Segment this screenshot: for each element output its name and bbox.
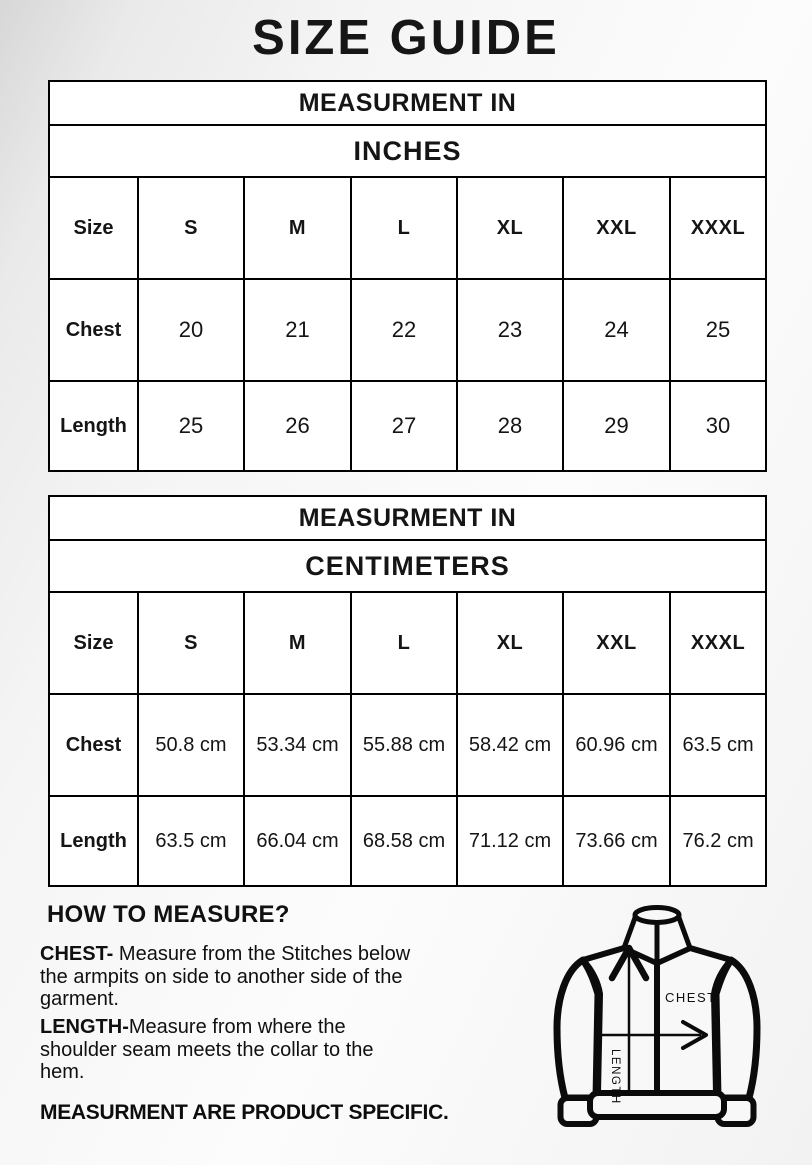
jacket-left-sleeve [557,960,598,1098]
chest-value-cell: 55.88 cm [351,694,457,796]
row-label-chest: Chest [49,279,138,381]
jacket-collar-opening [635,908,679,923]
length-value-cell: 66.04 cm [244,796,351,886]
size-cell: XXL [563,177,670,279]
size-cell: XL [457,592,563,694]
chest-value-cell: 25 [670,279,766,381]
diagram-length-label: LENGTH [609,1049,621,1105]
length-value-cell: 73.66 cm [563,796,670,886]
jacket-right-sleeve [716,960,757,1098]
length-value-cell: 27 [351,381,457,471]
length-value-cell: 26 [244,381,351,471]
chest-value-cell: 53.34 cm [244,694,351,796]
length-value-cell: 30 [670,381,766,471]
length-value-cell: 71.12 cm [457,796,563,886]
size-cell: L [351,592,457,694]
table-header-unit: INCHES [49,125,766,177]
diagram-chest-label: CHEST [665,990,717,1005]
length-value-cell: 28 [457,381,563,471]
length-value-cell: 29 [563,381,670,471]
chest-value-cell: 20 [138,279,244,381]
centimeters-table [48,495,767,887]
table-header-measurement: MEASURMENT IN [49,496,766,540]
length-instruction-text: Measure from where the shoulder seam meets the collar to the hem. [40,1016,374,1083]
page-title: SIZE GUIDE [252,11,560,65]
size-cell: S [138,177,244,279]
length-value-cell: 63.5 cm [138,796,244,886]
length-instruction [40,1016,412,1084]
inches-table [48,80,767,472]
chest-value-cell: 21 [244,279,351,381]
how-to-measure-heading: HOW TO MEASURE? [47,901,290,928]
size-cell: XXXL [670,592,766,694]
chest-value-cell: 22 [351,279,457,381]
chest-value-cell: 23 [457,279,563,381]
size-cell: XXL [563,592,670,694]
length-instruction-label: LENGTH- [40,1016,129,1038]
row-label-chest: Chest [49,694,138,796]
row-label-size: Size [49,592,138,694]
jacket-diagram [552,886,764,1132]
size-cell: XL [457,177,563,279]
chest-value-cell: 60.96 cm [563,694,670,796]
row-label-length: Length [49,796,138,886]
size-cell: M [244,592,351,694]
chest-instruction-text: Measure from the Stitches below the armpits on side to another side of the garment. [40,943,411,1010]
table-header-measurement: MEASURMENT IN [49,81,766,125]
row-label-length: Length [49,381,138,471]
chest-value-cell: 58.42 cm [457,694,563,796]
length-value-cell: 25 [138,381,244,471]
chest-instruction-label: CHEST- [40,943,114,965]
length-value-cell: 68.58 cm [351,796,457,886]
size-cell: S [138,592,244,694]
chest-value-cell: 63.5 cm [670,694,766,796]
chest-value-cell: 50.8 cm [138,694,244,796]
size-cell: XXXL [670,177,766,279]
product-specific-note: MEASURMENT ARE PRODUCT SPECIFIC. [40,1101,449,1124]
row-label-size: Size [49,177,138,279]
table-header-unit: CENTIMETERS [49,540,766,592]
length-value-cell: 76.2 cm [670,796,766,886]
size-cell: L [351,177,457,279]
size-cell: M [244,177,351,279]
chest-instruction [40,943,412,1011]
chest-value-cell: 24 [563,279,670,381]
